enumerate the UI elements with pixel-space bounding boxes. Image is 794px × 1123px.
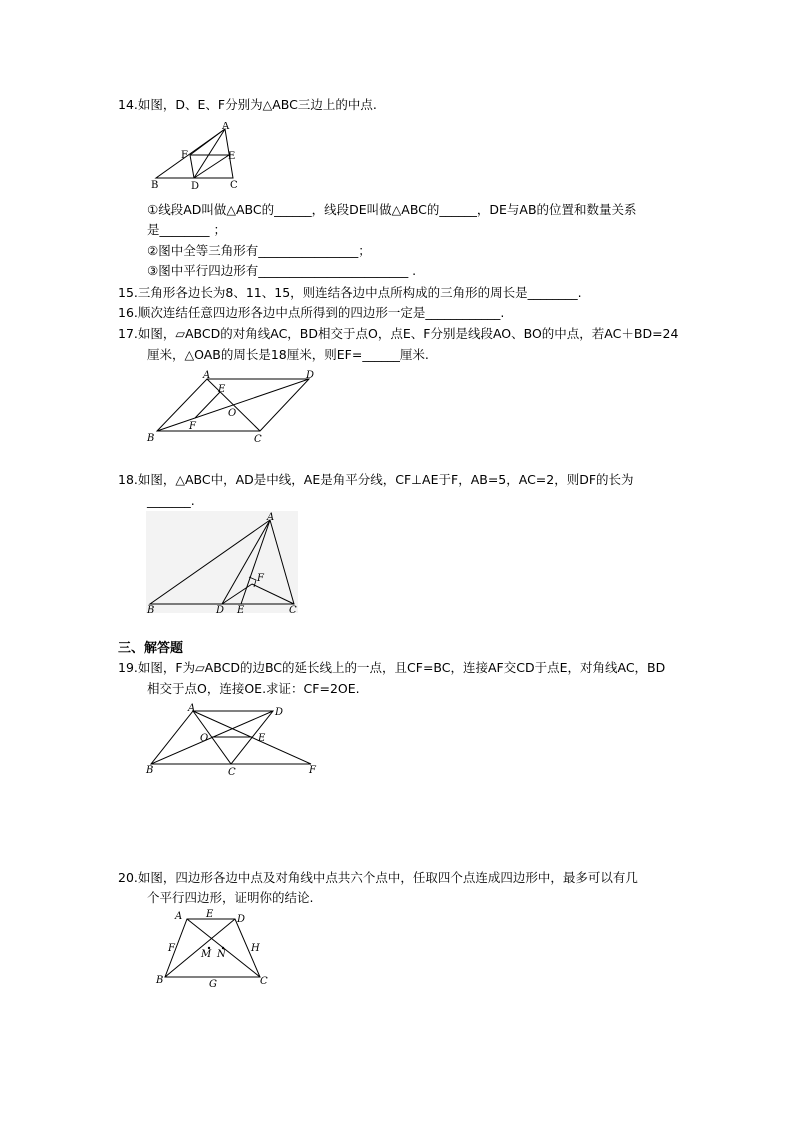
q17-label-f: F <box>189 421 196 432</box>
q18-line1: 18.如图，△ABC中，AD是中线，AE是角平分线，CF⊥AE于F，AB=5，AC=2，则DF的长为 <box>118 472 634 487</box>
q19-label-o: O <box>200 733 209 744</box>
q17-label-e: E <box>218 384 226 395</box>
q19-label-b: B <box>146 765 154 776</box>
q19-label-c: C <box>228 767 236 777</box>
q14-title: 14.如图，D、E、F分别为△ABC三边上的中点. <box>118 97 377 112</box>
q18-label-c: C <box>289 605 297 613</box>
q15-text: 15.三角形各边长为8、11、15，则连结各边中点所构成的三角形的周长是________. <box>118 285 582 300</box>
q20-label-b: B <box>156 975 164 986</box>
q14-figure <box>148 122 243 192</box>
q20-label-d: D <box>237 914 246 925</box>
q17-label-b: B <box>147 433 155 444</box>
q20-label-m: M <box>201 949 212 960</box>
q17-label-a: A <box>203 370 211 381</box>
q14-label-b: B <box>151 180 159 191</box>
q14-label-e: E <box>228 151 236 162</box>
q20-line2: 个平行四边形，证明你的结论. <box>147 890 314 905</box>
q17-label-c: C <box>254 434 262 445</box>
q20-label-f: F <box>168 943 175 954</box>
q20-label-h: H <box>251 943 260 954</box>
q18-label-b: B <box>147 605 155 613</box>
q14-label-d: D <box>191 181 200 192</box>
q19-label-f: F <box>309 765 316 776</box>
q20-figure <box>153 907 273 991</box>
q20-label-e: E <box>206 909 214 920</box>
q18-label-a: A <box>267 512 275 523</box>
q17-line1: 17.如图，▱ABCD的对角线AC，BD相交于点O，点E、F分别是线段AO、BO的中点，若AC＋BD=24 <box>118 326 679 341</box>
q14-label-f: F <box>181 150 188 161</box>
q17-line2: 厘米，△OAB的周长是18厘米，则EF=______厘米. <box>147 347 429 362</box>
q14-label-a: A <box>222 122 230 132</box>
q14-line1: ①线段AD叫做△ABC的______，线段DE叫做△ABC的______，DE与AB的位置和数量关系 <box>147 202 637 217</box>
q18-label-d: D <box>216 605 225 613</box>
q20-label-a: A <box>175 911 183 922</box>
section-title: 三、解答题 <box>118 641 184 656</box>
q18-label-e: E <box>237 605 245 613</box>
q14-line3: ②图中全等三角形有________________； <box>147 243 371 258</box>
q18-line2: _______. <box>147 493 195 508</box>
q19-label-d: D <box>275 707 284 718</box>
q18-figure <box>146 511 298 613</box>
q19-label-a: A <box>188 703 196 714</box>
q19-figure <box>143 701 323 777</box>
q20-label-n: N <box>217 949 226 960</box>
q19-label-e: E <box>258 733 266 744</box>
q17-label-o: O <box>228 408 237 419</box>
q19-line1: 19.如图，F为▱ABCD的边BC的延长线上的一点，且CF=BC，连接AF交CD于点E，对角线AC，BD <box>118 660 666 675</box>
q17-figure <box>144 368 324 446</box>
q18-label-f: F <box>257 573 264 584</box>
q19-line2: 相交于点O，连接OE.求证：CF=2OE. <box>147 681 360 696</box>
q16-text: 16.顺次连结任意四边形各边中点所得到的四边形一定是____________. <box>118 305 505 320</box>
q14-line4: ③图中平行四边形有________________________ . <box>147 263 417 278</box>
q14-label-c: C <box>230 180 238 191</box>
q20-line1: 20.如图，四边形各边中点及对角线中点共六个点中，任取四个点连成四边形中，最多可以有几 <box>118 870 638 885</box>
q20-label-c: C <box>260 976 268 987</box>
q20-label-g: G <box>209 979 217 990</box>
q14-line2: 是________ ； <box>147 222 226 237</box>
q17-label-d: D <box>306 370 315 381</box>
